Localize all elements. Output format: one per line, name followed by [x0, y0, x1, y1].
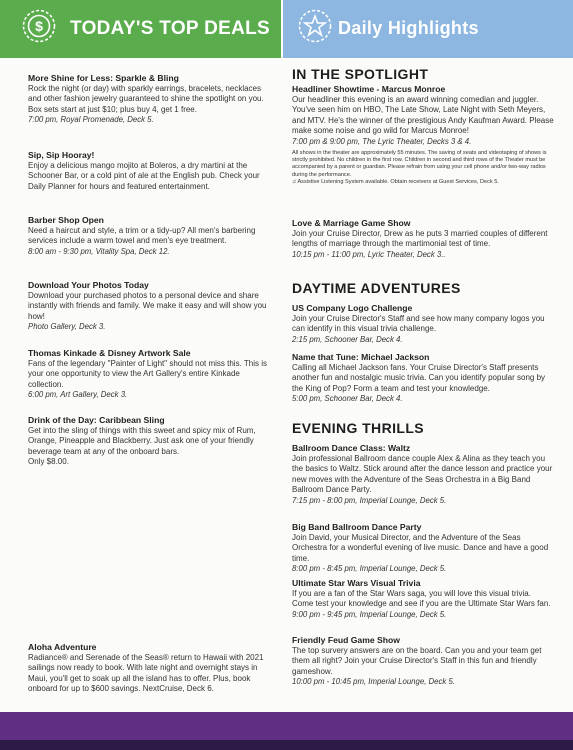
dollar-badge-icon: [22, 9, 56, 43]
deal-item: [28, 215, 276, 257]
deal-item: [28, 280, 276, 333]
aloha-title: Aloha Adventure: [28, 642, 97, 652]
spotlight-meta: 10:15 pm - 11:00 pm, Lyric Theater, Deck 3..: [292, 249, 446, 259]
daily-highlights-header: [283, 0, 573, 58]
evening-item: [292, 522, 554, 575]
evening-meta: 8:00 pm - 8:45 pm, Imperial Lounge, Deck 5.: [292, 564, 447, 574]
deal-meta: 8:00 am - 9:30 pm, Vitality Spa, Deck 12.: [28, 246, 170, 256]
deal-price: Only $8.00.: [28, 457, 69, 467]
assistive-text: Assistive Listening System available. Obtain receivers at Guest Services, Deck 5.: [297, 178, 499, 185]
deal-description: Download your purchased photos to a personal device and share instantly with friends and family. We make it easy and will show you how!: [28, 291, 267, 321]
deal-item: [28, 73, 276, 126]
evening-title: Friendly Feud Game Show: [292, 635, 400, 645]
spotlight-title: Love & Marriage Game Show: [292, 218, 411, 228]
deal-description: Rock the night (or day) with sparkly earrings, bracelets, necklaces and other fashion jewelry guaranteed to shine the spotlight on you. Box sets start at just $10; plus buy 4, get 1 free.: [28, 84, 264, 114]
evening-title: Big Band Ballroom Dance Party: [292, 522, 422, 532]
star-badge-icon: [298, 9, 332, 43]
evening-title: Ultimate Star Wars Visual Trivia: [292, 578, 421, 588]
spotlight-heading: IN THE SPOTLIGHT: [292, 66, 429, 82]
top-deals-header: [0, 0, 281, 58]
theater-fine-print: All shows in the theater are approximately 55 minutes. The saving of seats and videotaping of shows is strictly prohibited. No children in the first row. Children in second and third rows of the Theater must be accompanied by a parent or guardian. Please refrain from using your cell phone and/or two-way radios during the performance.: [292, 150, 547, 178]
daytime-heading: DAYTIME ADVENTURES: [292, 280, 461, 296]
spotlight-item: [292, 218, 554, 260]
evening-item: [292, 578, 554, 620]
evening-item: [292, 635, 554, 688]
evening-item: [292, 443, 554, 506]
aloha-description: Radiance® and Serenade of the Seas® return to Hawaii with 2021 sailings now ready to book. With late night and overnight stays in Maui, you'll get to soak up all the island has to offer. Plus, book onboard for up to $600 savings. NextCruise, Deck 6.: [28, 653, 264, 694]
daytime-item: [292, 303, 554, 345]
evening-meta: 9:00 pm - 9:45 pm, Imperial Lounge, Deck 5.: [292, 609, 447, 619]
deal-title: Drink of the Day: Caribbean Sling: [28, 415, 165, 425]
evening-description: The top survery answers are on the board. Can you and your team get them all right? Join your Cruise Director's Staff in this fun and friendly gameshow.: [292, 646, 542, 676]
evening-meta: 7:15 pm - 8:00 pm, Imperial Lounge, Deck 5.: [292, 495, 447, 505]
evening-description: Join David, your Musical Director, and the Adventure of the Seas Orchestra for a wonderful evening of live music. Dance and have a good time.: [292, 533, 549, 563]
daytime-meta: 2:15 pm, Schooner Bar, Deck 4.: [292, 334, 403, 344]
deal-description: Enjoy a delicious mango mojito at Boleros, a dry martini at the Schooner Bar, or a cold pint of ale at the English pub. Check your Daily Planner for hours and featured entertainment.: [28, 161, 260, 191]
assistive-listening-note: [292, 179, 554, 186]
deal-meta: Photo Gallery, Deck 3.: [28, 322, 106, 332]
deal-title: Download Your Photos Today: [28, 280, 149, 290]
daytime-description: Calling all Michael Jackson fans. Your Cruise Director's Staff presents another fun and nostalgic music trivia. Can you identify popular song by the King of Pop? Form a team and test your knowledge.: [292, 363, 546, 393]
spotlight-meta: 7:00 pm & 9:00 pm, The Lyric Theater, Decks 3 & 4.: [292, 136, 472, 146]
deal-title: Sip, Sip Hooray!: [28, 150, 95, 160]
spotlight-title: Headliner Showtime - Marcus Monroe: [292, 84, 446, 94]
deal-description: Need a haircut and style, a trim or a tidy-up? All men's barbering services include a warm towel and men's eye treatment.: [28, 226, 256, 246]
deal-title: Thomas Kinkade & Disney Artwork Sale: [28, 348, 191, 358]
evening-meta: 10:00 pm - 10:45 pm, Imperial Lounge, Deck 5.: [292, 677, 455, 687]
evening-heading: EVENING THRILLS: [292, 420, 425, 436]
spotlight-item: [292, 84, 554, 186]
top-deals-title: TODAY'S TOP DEALS: [70, 18, 271, 39]
deal-item: [28, 348, 276, 401]
daytime-description: Join your Cruise Director's Staff and see how many company logos you can identify in this visual trivia challenge.: [292, 314, 545, 334]
deal-meta: 7:00 pm, Royal Promenade, Deck 5.: [28, 115, 154, 125]
evening-description: If you are a fan of the Star Wars saga, you will love this visual trivia. Come test your knowledge and see if you are the Ultimate Star Wars fan.: [292, 589, 551, 609]
deal-meta: 6:00 pm, Art Gallery, Deck 3.: [28, 390, 128, 400]
footer-band-dark: [0, 740, 573, 750]
deal-title: Barber Shop Open: [28, 215, 104, 225]
deal-item: [28, 150, 276, 192]
ear-icon: ♫: [292, 178, 297, 185]
deal-description: Get into the sling of things with this sweet and spicy mix of Rum, Orange, Pineapple and Blackberry. Just ask one of your friendly beverage team at any of the onboard bars.: [28, 426, 256, 456]
svg-text:$: $: [35, 18, 43, 34]
aloha-adventure: [28, 642, 276, 695]
spotlight-description: Join your Cruise Director, Drew as he puts 3 married couples of different lengths of marriage through the martimonial test of time.: [292, 229, 548, 249]
evening-title: Ballroom Dance Class: Waltz: [292, 443, 411, 453]
daytime-title: Name that Tune: Michael Jackson: [292, 352, 430, 362]
daytime-item: [292, 352, 554, 405]
deal-title: More Shine for Less: Sparkle & Bling: [28, 73, 179, 83]
evening-description: Join professional Ballroom dance couple Alex & Alina as they teach you the basics to Waltz. Stick around after the dance lesson and practice your new moves with the Adventure of the Seas Orchestra in a Big Band Ballroom Dance Party.: [292, 454, 553, 495]
daytime-meta: 5:00 pm, Schooner Bar, Deck 4.: [292, 394, 403, 404]
spotlight-description: Our headliner this evening is an award winning comedian and juggler. You've seen him on HBO, The Late Show, Late Night with Seth Meyers, and MTV. He's the winner of the prestigious Andy Kaufman Award. Please make some noise and go wild for Marcus Monroe!: [292, 95, 554, 136]
daily-highlights-title: Daily Highlights: [338, 18, 479, 38]
daytime-title: US Company Logo Challenge: [292, 303, 413, 313]
deal-item: [28, 415, 276, 468]
deal-description: Fans of the legendary "Painter of Light" should not miss this. This is your one opportunity to view the Art Gallery's entire Kinkade collection.: [28, 359, 267, 389]
